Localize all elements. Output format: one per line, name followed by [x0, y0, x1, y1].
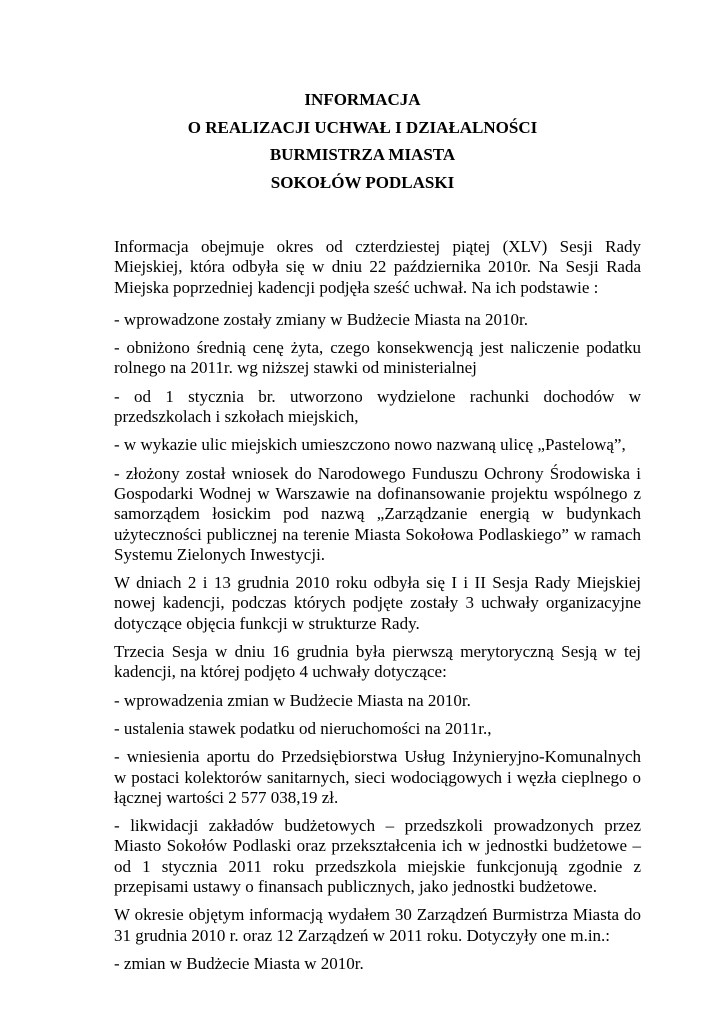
text-line: użyteczności publicznej na terenie Miasta Sokołowa Podlaskiego” w ramach [114, 524, 641, 544]
paragraph [114, 954, 641, 974]
title-line: BURMISTRZA MIASTA [269, 145, 456, 164]
text-line: Trzecia Sesja w dniu 16 grudnia była pierwszą merytoryczną Sesją w tej [114, 642, 641, 662]
text-line: W okresie objętym informacją wydałem 30 Zarządzeń Burmistrza Miasta do [114, 905, 641, 925]
text-line: Miasto Sokołów Podlaski oraz przekształcenia ich w jednostki budżetowe – [114, 836, 641, 856]
document-title [0, 86, 725, 196]
text-line: Gospodarki Wodnej w Warszawie na dofinansowanie projektu wspólnego z [114, 483, 641, 503]
paragraph [114, 573, 641, 634]
paragraph [114, 310, 641, 330]
paragraph [114, 905, 641, 946]
text-line: - w wykazie ulic miejskich umieszczono nowo nazwaną ulicę „Pastelową”, [114, 435, 626, 455]
text-line: Miejska poprzedniej kadencji podjęła sześć uchwał. Na ich podstawie : [114, 277, 599, 297]
title-line: O REALIZACJI UCHWAŁ I DZIAŁALNOŚCI [187, 117, 538, 137]
text-line: łącznej wartości 2 577 038,19 zł. [114, 787, 339, 807]
text-line: nowej kadencji, podczas których podjęte zostały 3 uchwały organizacyjne [114, 593, 641, 613]
paragraph [114, 719, 641, 739]
paragraph [114, 691, 641, 711]
text-line: samorządem łosickim pod nazwą „Zarządzanie energią w budynkach [114, 504, 641, 524]
title-line: INFORMACJA [304, 90, 421, 109]
text-line: W dniach 2 i 13 grudnia 2010 roku odbyła się I i II Sesja Rady Miejskiej [114, 573, 641, 593]
text-line: rolnego na 2011r. wg niższej stawki od ministerialnej [114, 358, 477, 378]
text-line: - ustalenia stawek podatku od nieruchomości na 2011r., [114, 718, 492, 738]
document-body [114, 237, 641, 982]
text-line: w postaci kolektorów sanitarnych, sieci wodociągowych i węzła cieplnego o [114, 767, 641, 787]
text-line: przepisami ustawy o finansach publicznych, jako jednostki budżetowe. [114, 877, 597, 897]
paragraph [114, 642, 641, 683]
text-line: przedszkolach i szkołach miejskich, [114, 407, 359, 427]
paragraph [114, 237, 641, 298]
text-line: - zmian w Budżecie Miasta w 2010r. [114, 953, 364, 973]
text-line: - od 1 stycznia br. utworzono wydzielone rachunki dochodów w [114, 386, 641, 406]
text-line: kadencji, na której podjęto 4 uchwały dotyczące: [114, 662, 447, 682]
text-line: dotyczące objęcia funkcji w strukturze Rady. [114, 613, 420, 633]
paragraph [114, 338, 641, 379]
text-line: od 1 stycznia 2011 roku przedszkola miejskie funkcjonują zgodnie z [114, 856, 641, 876]
title-line: SOKOŁÓW PODLASKI [270, 172, 455, 192]
paragraph [114, 435, 641, 455]
text-line: - wprowadzenia zmian w Budżecie Miasta na 2010r. [114, 690, 471, 710]
paragraph [114, 464, 641, 565]
paragraph [114, 387, 641, 428]
text-line: - likwidacji zakładów budżetowych – przedszkoli prowadzonych przez [114, 816, 641, 836]
text-line: Informacja obejmuje okres od czterdziestej piątej (XLV) Sesji Rady [114, 237, 641, 256]
paragraph [114, 747, 641, 808]
text-line: - złożony został wniosek do Narodowego Funduszu Ochrony Środowiska i [114, 463, 641, 483]
text-line: Miejskiej, która odbyła się w dniu 22 października 2010r. Na Sesji Rada [114, 257, 641, 277]
text-line: Systemu Zielonych Inwestycji. [114, 544, 326, 564]
paragraph [114, 816, 641, 897]
text-line: - wniesienia aportu do Przedsiębiorstwa Usług Inżynieryjno-Komunalnych [114, 747, 641, 767]
text-line: - wprowadzone zostały zmiany w Budżecie Miasta na 2010r. [114, 309, 529, 329]
text-line: 31 grudnia 2010 r. oraz 12 Zarządzeń w 2011 roku. Dotyczyły one m.in.: [114, 925, 611, 945]
text-line: - obniżono średnią cenę żyta, czego konsekwencją jest naliczenie podatku [114, 338, 641, 358]
